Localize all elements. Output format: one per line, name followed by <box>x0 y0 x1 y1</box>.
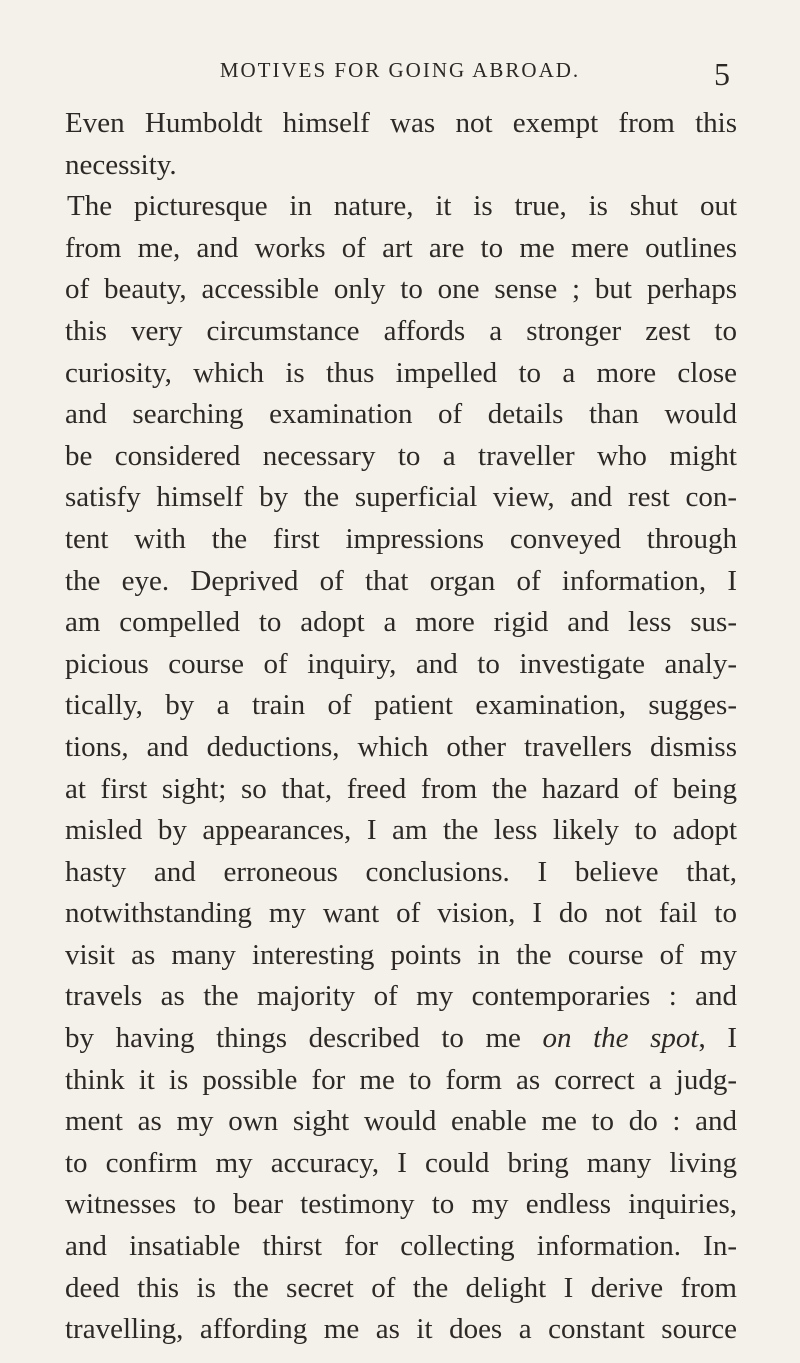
text-line: the eye. Deprived of that organ of information, I <box>65 564 737 597</box>
running-title: MOTIVES FOR GOING ABROAD. <box>219 58 581 82</box>
text-line: and insatiable thirst for collecting information. In- <box>65 1230 737 1263</box>
text-line: travelling, affording me as it does a constant source <box>65 1313 737 1346</box>
text-line: be considered necessary to a traveller who might <box>65 439 737 472</box>
body-text <box>65 103 737 1351</box>
text-line: The picturesque in nature, it is true, is shut out <box>67 190 737 223</box>
text-line: travels as the majority of my contemporaries : and <box>65 980 737 1013</box>
text-line: this very circumstance affords a stronger zest to <box>65 314 737 347</box>
text-line: visit as many interesting points in the course of my <box>65 938 737 971</box>
text-line: deed this is the secret of the delight I derive from <box>65 1271 737 1304</box>
text-line: to confirm my accuracy, I could bring many living <box>65 1146 737 1179</box>
text-line: satisfy himself by the superficial view, and rest con- <box>65 481 737 514</box>
text-line: tent with the first impressions conveyed through <box>65 522 737 555</box>
text-line: necessity. <box>65 148 177 181</box>
text-line: am compelled to adopt a more rigid and less sus- <box>65 606 737 639</box>
italic-phrase: on the spot <box>542 1022 699 1055</box>
text-line: hasty and erroneous conclusions. I believe that, <box>65 855 737 888</box>
text-line: at first sight; so that, freed from the hazard of being <box>65 772 737 805</box>
text-line: Even Humboldt himself was not exempt from this <box>65 107 737 139</box>
text-segment: by having things described to me <box>65 1022 521 1055</box>
text-line: picious course of inquiry, and to investigate analy- <box>65 647 737 680</box>
text-line: from me, and works of art are to me mere outlines <box>65 231 737 264</box>
page-number: 5 <box>714 56 730 92</box>
text-line: misled by appearances, I am the less likely to adopt <box>65 814 737 847</box>
text-line: ment as my own sight would enable me to do : and <box>65 1105 737 1138</box>
text-segment: , I <box>698 1022 738 1055</box>
text-line: tically, by a train of patient examination, sugges- <box>65 689 737 722</box>
text-line: and searching examination of details than would <box>65 398 737 431</box>
text-line: tions, and deductions, which other travellers dismiss <box>65 730 737 763</box>
text-line <box>65 1018 737 1060</box>
text-line: of beauty, accessible only to one sense ; but perhaps <box>65 273 737 306</box>
text-line: notwithstanding my want of vision, I do not fail to <box>65 897 737 930</box>
text-line: witnesses to bear testimony to my endless inquiries, <box>65 1188 737 1221</box>
text-line: think it is possible for me to form as correct a judg- <box>65 1063 737 1096</box>
text-line: curiosity, which is thus impelled to a more close <box>65 356 737 389</box>
